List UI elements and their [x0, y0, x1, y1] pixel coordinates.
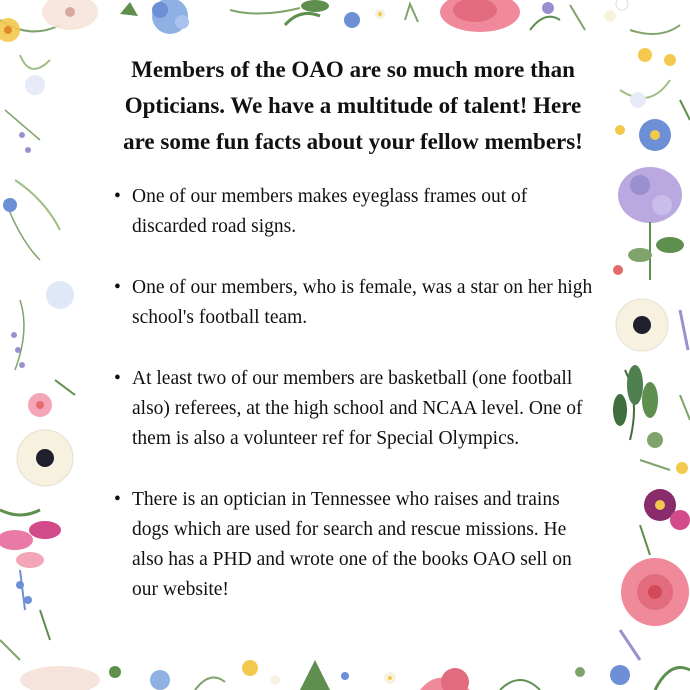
- bullet-icon: •: [114, 277, 121, 298]
- fact-item: [108, 273, 598, 333]
- fact-item: [108, 182, 598, 242]
- facts-list: [108, 182, 598, 605]
- fact-text: One of our members makes eyeglass frames out of discarded road signs.: [132, 186, 528, 237]
- fun-facts-panel: [108, 52, 598, 636]
- fact-text: At least two of our members are basketball (one football also) referees, at the high school and NCAA level. One of them is also a volunteer ref for Special Olympics.: [132, 368, 583, 449]
- fact-text: There is an optician in Tennessee who raises and trains dogs which are used for search and rescue missions. He also has a PHD and wrote one of the books OAO sell on our website!: [132, 489, 572, 600]
- left-flowers: [0, 55, 75, 660]
- fact-item: [108, 364, 598, 454]
- fact-item: [108, 485, 598, 605]
- bullet-icon: •: [114, 186, 121, 207]
- bullet-icon: •: [114, 368, 121, 389]
- bottom-flowers: [20, 660, 585, 690]
- right-flowers: [610, 25, 690, 690]
- bullet-icon: •: [114, 489, 121, 510]
- headline: Members of the OAO are so much more than Opticians. We have a multitude of talent! Here are some fun facts about your fellow members!: [123, 57, 583, 154]
- top-flowers: [0, 0, 628, 42]
- fact-text: One of our members, who is female, was a star on her high school's football team.: [132, 277, 593, 328]
